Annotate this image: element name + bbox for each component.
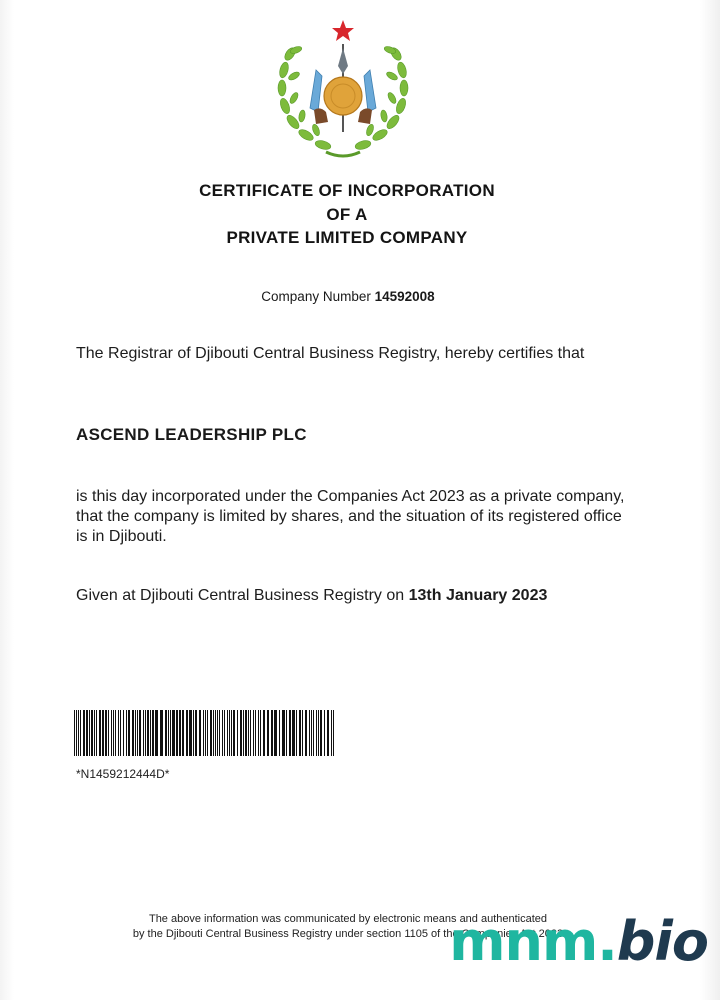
barcode-bar bbox=[260, 710, 261, 756]
barcode-bar bbox=[210, 710, 212, 756]
barcode-bar bbox=[327, 710, 329, 756]
barcode-bar bbox=[279, 710, 280, 756]
barcode-bar bbox=[207, 710, 208, 756]
given-text: Given at Djibouti Central Business Registry on bbox=[76, 587, 405, 604]
barcode-bar bbox=[128, 710, 130, 756]
certificate-title-line-1: CERTIFICATE OF INCORPORATION bbox=[199, 181, 495, 200]
barcode-bar bbox=[324, 710, 325, 756]
watermark-mnm: mnm bbox=[449, 910, 598, 973]
barcode-bar bbox=[318, 710, 319, 756]
barcode-bar bbox=[215, 710, 216, 756]
barcode-bar bbox=[172, 710, 175, 756]
barcode-text: *N1459212444D* bbox=[76, 767, 170, 781]
barcode-bar bbox=[305, 710, 307, 756]
barcode-bar bbox=[120, 710, 121, 756]
barcode-bar bbox=[253, 710, 254, 756]
barcode-bar bbox=[237, 710, 238, 756]
barcode-bar bbox=[292, 710, 295, 756]
barcode-bar bbox=[258, 710, 259, 756]
certificate-title-line-3: PRIVATE LIMITED COMPANY bbox=[226, 228, 468, 247]
barcode-bar bbox=[135, 710, 136, 756]
incorporation-statement: is this day incorporated under the Companies Act 2023 as a private company, that the company is limited by shares, and the situation of its registered office is in Djibouti. bbox=[76, 488, 625, 545]
barcode-bar bbox=[83, 710, 85, 756]
footer-line-2: by the Djibouti Central Business Registry under section 1105 of the Companies Act 2023 bbox=[132, 928, 564, 940]
barcode-bar bbox=[274, 710, 277, 756]
barcode-bar bbox=[155, 710, 158, 756]
barcode-bar bbox=[217, 710, 218, 756]
barcode-bar bbox=[331, 710, 332, 756]
barcode-bar bbox=[240, 710, 242, 756]
certificate-title-line-2: OF A bbox=[326, 205, 368, 224]
barcode-bar bbox=[248, 710, 249, 756]
barcode-bar bbox=[86, 710, 88, 756]
barcode-bar bbox=[165, 710, 167, 756]
barcode-bar bbox=[313, 710, 314, 756]
barcode-bar bbox=[115, 710, 116, 756]
barcode-bar bbox=[150, 710, 151, 756]
barcode-bar bbox=[176, 710, 178, 756]
barcode-bar bbox=[94, 710, 95, 756]
barcode-bar bbox=[245, 710, 247, 756]
barcode-bar bbox=[118, 710, 119, 756]
barcode-bar bbox=[76, 710, 77, 756]
barcode-bar bbox=[152, 710, 154, 756]
barcode-bar bbox=[186, 710, 188, 756]
company-name: ASCEND LEADERSHIP PLC bbox=[76, 425, 307, 444]
barcode-bar bbox=[137, 710, 138, 756]
barcode-bar bbox=[299, 710, 301, 756]
watermark-dot: . bbox=[597, 910, 617, 973]
barcode-bar bbox=[267, 710, 269, 756]
barcode-bar bbox=[96, 710, 97, 756]
barcode-bar bbox=[203, 710, 204, 756]
barcode-bar bbox=[139, 710, 141, 756]
barcode-bar bbox=[219, 710, 220, 756]
barcode-bar bbox=[263, 710, 265, 756]
barcode-bar bbox=[78, 710, 79, 756]
barcode-bar bbox=[296, 710, 297, 756]
footer-line-1: The above information was communicated by electronic means and authenticated bbox=[148, 913, 548, 925]
barcode-bar bbox=[147, 710, 149, 756]
coat-of-arms-icon bbox=[268, 14, 418, 164]
barcode-bar bbox=[145, 710, 146, 756]
barcode-bar bbox=[99, 710, 101, 756]
barcode-bar bbox=[143, 710, 144, 756]
barcode-bar bbox=[302, 710, 303, 756]
barcode-bar bbox=[255, 710, 256, 756]
barcode-bar bbox=[111, 710, 112, 756]
barcode-bar bbox=[91, 710, 93, 756]
barcode-bar bbox=[271, 710, 273, 756]
barcode-bar bbox=[105, 710, 107, 756]
given-date: 13th January 2023 bbox=[408, 587, 548, 604]
registrar-statement: The Registrar of Djibouti Central Business Registry, hereby certifies that bbox=[76, 345, 585, 362]
company-number-row bbox=[0, 289, 696, 304]
company-number-value: 14592008 bbox=[374, 289, 435, 304]
barcode-bar bbox=[74, 710, 75, 756]
barcode-bar bbox=[126, 710, 127, 756]
barcode-bar bbox=[333, 710, 334, 756]
barcode-bar bbox=[250, 710, 251, 756]
barcode-bar bbox=[170, 710, 171, 756]
barcode-bar bbox=[213, 710, 214, 756]
barcode-bar bbox=[316, 710, 317, 756]
barcode-bar bbox=[199, 710, 201, 756]
barcode-bar bbox=[227, 710, 228, 756]
barcode-bar bbox=[123, 710, 124, 756]
barcode-bar bbox=[108, 710, 109, 756]
barcode-bar bbox=[89, 710, 90, 756]
barcode-bar bbox=[286, 710, 287, 756]
barcode-bar bbox=[160, 710, 163, 756]
company-number-label: Company Number bbox=[261, 289, 371, 304]
barcode-bar bbox=[229, 710, 230, 756]
barcode-bar bbox=[289, 710, 291, 756]
watermark-bio: bio bbox=[616, 910, 708, 973]
mnm-bio-watermark bbox=[449, 910, 708, 973]
barcode-bar bbox=[233, 710, 235, 756]
barcode-bar bbox=[80, 710, 81, 756]
barcode-bar bbox=[231, 710, 232, 756]
barcode-bar bbox=[205, 710, 206, 756]
barcode-bar bbox=[132, 710, 134, 756]
barcode-bar bbox=[179, 710, 181, 756]
barcode-bar bbox=[168, 710, 169, 756]
barcode-bar bbox=[311, 710, 312, 756]
barcode-bar bbox=[222, 710, 223, 756]
barcode-icon bbox=[74, 710, 336, 756]
barcode-bar bbox=[320, 710, 322, 756]
given-statement bbox=[76, 586, 636, 606]
barcode-bar bbox=[224, 710, 225, 756]
barcode-bar bbox=[282, 710, 285, 756]
barcode-bar bbox=[193, 710, 194, 756]
barcode-bar bbox=[182, 710, 184, 756]
barcode-bar bbox=[102, 710, 104, 756]
barcode-bar bbox=[243, 710, 244, 756]
barcode-bar bbox=[309, 710, 310, 756]
barcode-bar bbox=[195, 710, 197, 756]
barcode-bar bbox=[189, 710, 192, 756]
barcode-bar bbox=[113, 710, 114, 756]
